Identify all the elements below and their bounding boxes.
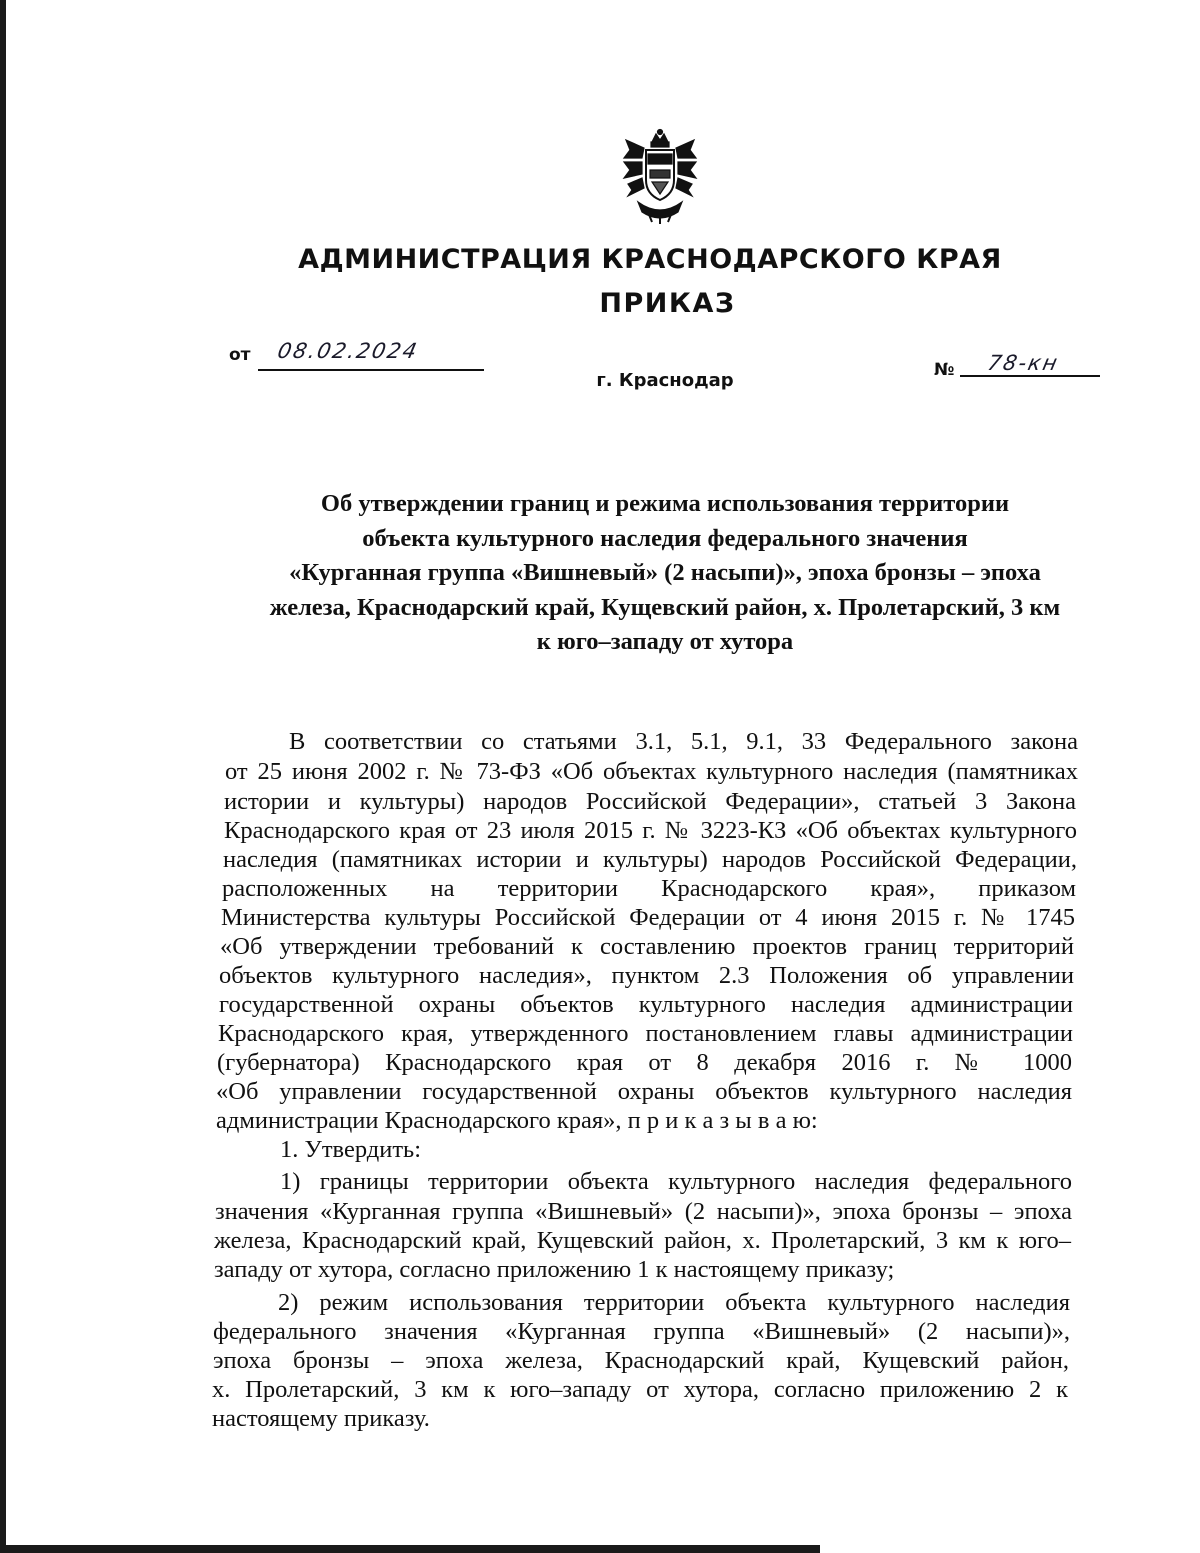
body-line: 2) режим использования территории объекта культурного наследия	[278, 1289, 1070, 1316]
date-value: 08.02.2024	[275, 339, 421, 363]
date-label: от	[229, 345, 251, 365]
organization-title: АДМИНИСТРАЦИЯ КРАСНОДАРСКОГО КРАЯ	[298, 244, 1002, 275]
subject-line: «Курганная группа «Вишневый» (2 насыпи)», эпоха бронзы – эпоха	[289, 559, 1041, 586]
coat-of-arms-icon	[618, 128, 702, 224]
number-label: №	[934, 360, 955, 380]
body-line: 1. Утвердить:	[280, 1136, 422, 1163]
body-line: расположенных на территории Краснодарского края», приказом	[222, 875, 1076, 902]
body-line: х. Пролетарский, 3 км к юго–западу от хутора, согласно приложению 2 к	[212, 1376, 1068, 1403]
body-line: Краснодарского края, утвержденного постановлением главы администрации	[218, 1020, 1073, 1047]
scan-edge-left	[0, 0, 6, 1553]
body-line: Министерства культуры Российской Федерации от 4 июня 2015 г. № 1745	[221, 904, 1075, 931]
subject-line: железа, Краснодарский край, Кущевский район, х. Пролетарский, 3 км	[269, 593, 1061, 621]
body-line: настоящему приказу.	[212, 1405, 430, 1432]
body-line: (губернатора) Краснодарского края от 8 декабря 2016 г. № 1000	[217, 1049, 1072, 1076]
body-line: Краснодарского края от 23 июля 2015 г. № 3223-КЗ «Об объектах культурного	[224, 817, 1077, 844]
subject-line: Об утверждении границ и режима использования территории	[320, 490, 1010, 517]
body-line: наследия (памятниках истории и культуры) народов Российской Федерации,	[223, 846, 1077, 873]
body-line: государственной охраны объектов культурного наследия администрации	[219, 991, 1073, 1018]
body-line: «Об управлении государственной охраны объектов культурного наследия	[216, 1078, 1072, 1105]
body-line: администрации Краснодарского края», п р и к а з ы в а ю:	[216, 1107, 818, 1134]
subject-line: к юго–западу от хутора	[536, 628, 794, 655]
document-subject	[220, 487, 1110, 660]
number-underline	[960, 375, 1100, 377]
body-line: истории и культуры) народов Российской Федерации», статьей 3 Закона	[224, 788, 1076, 815]
subject-line: объекта культурного наследия федерального значения	[362, 524, 968, 552]
city-label: г. Краснодар	[596, 370, 734, 391]
body-line: В соответствии со статьями 3.1, 5.1, 9.1, 33 Федерального закона	[289, 728, 1078, 755]
body-line: западу от хутора, согласно приложению 1 к настоящему приказу;	[214, 1256, 895, 1283]
body-line: «Об утверждении требований к составлению проектов границ территорий	[220, 933, 1074, 960]
scan-edge-bottom	[0, 1545, 820, 1553]
body-line: от 25 июня 2002 г. № 73-ФЗ «Об объектах культурного наследия (памятниках	[225, 758, 1078, 785]
body-line: объектов культурного наследия», пунктом 2.3 Положения об управлении	[219, 962, 1074, 989]
number-value: 78-кн	[985, 351, 1062, 375]
body-line: значения «Курганная группа «Вишневый» (2 насыпи)», эпоха бронзы – эпоха	[215, 1198, 1072, 1225]
body-line: железа, Краснодарский край, Кущевский район, х. Пролетарский, 3 км к юго–	[214, 1227, 1071, 1254]
body-line: 1) границы территории объекта культурного наследия федерального	[280, 1168, 1072, 1195]
body-line: федерального значения «Курганная группа «Вишневый» (2 насыпи)»,	[213, 1318, 1070, 1345]
body-line: эпоха бронзы – эпоха железа, Краснодарский край, Кущевский район,	[213, 1347, 1069, 1374]
document-type: ПРИКАЗ	[599, 288, 736, 319]
